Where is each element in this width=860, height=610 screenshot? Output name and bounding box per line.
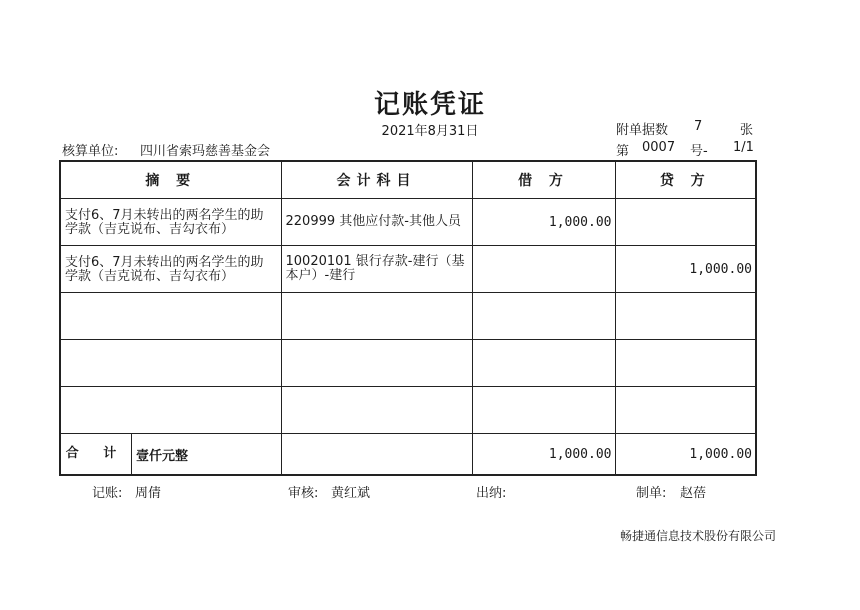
header-row [60,161,756,199]
unit-name: 四川省索玛慈善基金会 [140,144,271,159]
row-credit [615,199,756,246]
row-account [281,293,472,340]
reviewer-name: 黄红斌 [331,486,371,501]
voucher-suffix: 号- [690,144,708,159]
preparer-name: 赵蓓 [680,486,707,501]
header-account: 会计科目 [281,161,472,199]
row-credit [615,340,756,387]
voucher-number: 0007 [642,140,676,155]
row-debit [472,293,615,340]
total-summary-cell [60,434,281,476]
voucher-prefix: 第 [616,144,630,159]
row-summary: 支付6、7月未转出的两名学生的助学款（吉克说布、吉勾衣布） [60,199,281,246]
total-account-cell [281,434,472,476]
company-name: 畅捷通信息技术股份有限公司 [620,529,777,543]
row-debit [472,387,615,434]
row-account: 10020101 银行存款-建行（基本户）-建行 [281,246,472,293]
row-debit [472,246,615,293]
attachments-count: 7 [694,119,703,134]
row-summary [60,293,281,340]
voucher-title: 记账凭证 [373,90,486,120]
table-row [60,199,756,246]
row-debit [472,340,615,387]
row-credit: 1,000.00 [615,246,756,293]
reviewer-label: 审核: [288,486,319,501]
row-credit [615,293,756,340]
header-summary: 摘 要 [60,161,281,199]
row-debit: 1,000.00 [472,199,615,246]
total-debit: 1,000.00 [472,434,615,476]
voucher-date: 2021年8月31日 [381,124,479,139]
voucher-table [59,160,757,476]
table-row [60,246,756,293]
row-account [281,387,472,434]
preparer-label: 制单: [636,486,667,501]
row-summary [60,387,281,434]
unit-label: 核算单位: [62,144,119,159]
row-account [281,340,472,387]
attachments-label: 附单据数 [616,123,669,138]
bookkeeper-name: 周倩 [135,486,162,501]
cashier-label: 出纳: [476,486,507,501]
voucher-page: 1/1 [733,140,754,155]
total-amount-words: 壹仟元整 [136,448,189,464]
row-account: 220999 其他应付款-其他人员 [281,199,472,246]
total-credit: 1,000.00 [615,434,756,476]
header-credit: 贷 方 [615,161,756,199]
total-label: 合 计 [61,434,132,474]
bookkeeper-label: 记账: [92,486,123,501]
row-credit [615,387,756,434]
total-row [60,434,756,476]
table-row [60,293,756,340]
table-row [60,340,756,387]
row-summary: 支付6、7月未转出的两名学生的助学款（吉克说布、吉勾衣布） [60,246,281,293]
header-debit: 借 方 [472,161,615,199]
row-summary [60,340,281,387]
attachments-unit: 张 [740,123,754,138]
table-row [60,387,756,434]
